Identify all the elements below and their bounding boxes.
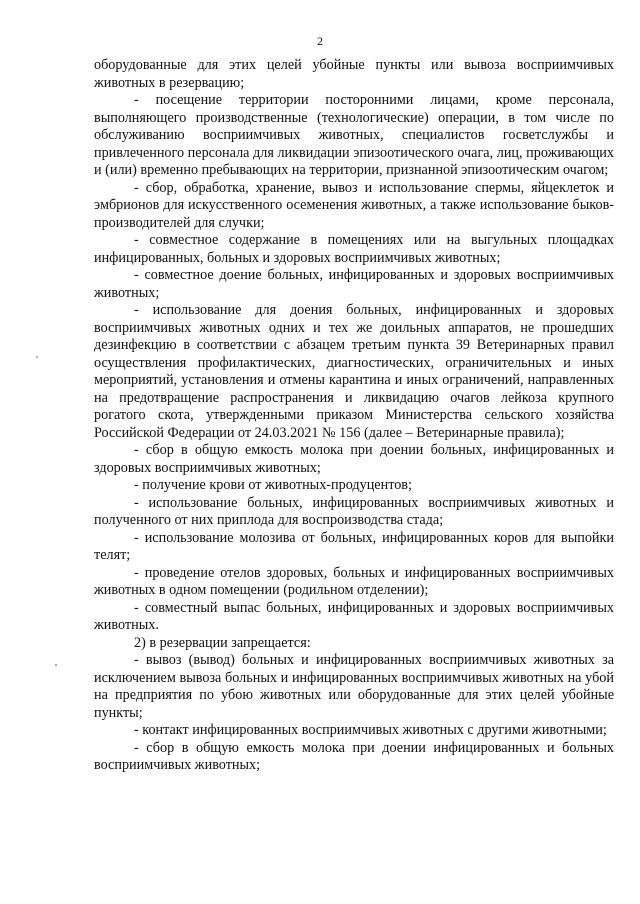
list-item: - сбор, обработка, хранение, вывоз и использование спермы, яйцеклеток и эмбрионов для искусственного осеменения животных, а также использование быков-производителей для случки; xyxy=(94,179,614,231)
page-number: 2 xyxy=(317,34,323,48)
section-heading: 2) в резервации запрещается: xyxy=(134,634,311,651)
list-item: - вывоз (вывод) больных и инфицированных восприимчивых животных за исключением вывоза больных и инфицированных восприимчивых животных на убой на предприятия по убою животных или оборудованные для этих целей убойные пункты; xyxy=(94,652,614,721)
list-item: - совместное содержание в помещениях или на выгульных площадках инфицированных, больных и здоровых восприимчивых животных; xyxy=(94,232,614,266)
list-item: - сбор в общую емкость молока при доении инфицированных и больных восприимчивых животных; xyxy=(94,739,614,773)
document-body xyxy=(94,57,614,775)
list-item: - использование больных, инфицированных восприимчивых животных и полученного от них приплода для воспроизводства стада; xyxy=(94,494,614,528)
list-item: - проведение отелов здоровых, больных и инфицированных восприимчивых животных в одном помещении (родильном отделении); xyxy=(94,564,614,598)
list-item: - посещение территории посторонними лицами, кроме персонала, выполняющего производственные (технологические) операции, в том числе по обслуживанию восприимчивых животных, специалистов госветслужбы и привлеченного персонала для ликвидации эпизоотического очага, лиц, проживающих и (или) временно пребывающих на территории, признанной эпизоотическим очагом; xyxy=(94,92,614,178)
list-item: - получение крови от животных-продуцентов; xyxy=(134,477,412,493)
list-item: - совместное доение больных, инфицированных и здоровых восприимчивых животных; xyxy=(94,267,614,301)
scan-speck xyxy=(55,664,57,666)
list-item: - сбор в общую емкость молока при доении больных, инфицированных и здоровых восприимчивых животных; xyxy=(94,442,614,476)
list-item: - использование молозива от больных, инфицированных коров для выпойки телят; xyxy=(94,529,614,563)
list-item: - контакт инфицированных восприимчивых животных с другими животными; xyxy=(134,722,607,738)
paragraph: оборудованные для этих целей убойные пункты или вывоза восприимчивых животных в резервацию; xyxy=(94,57,614,91)
scan-speck xyxy=(36,356,38,358)
list-item: - совместный выпас больных, инфицированных и здоровых восприимчивых животных. xyxy=(94,599,614,633)
list-item: - использование для доения больных, инфицированных и здоровых восприимчивых животных одних и тех же доильных аппаратов, не прошедших дезинфекцию в соответствии с абзацем третьим пункта 39 Ветеринарных правил осуществления профилактических, диагностических, ограничительных и иных мероприятий, установления и отмены карантина и иных ограничений, направленных на предотвращение распространения и ликвидацию очагов лейкоза крупного рогатого скота, утвержденными приказом Министерства сельского хозяйства Российской Федерации от 24.03.2021 № 156 (далее – Ветеринарные правила); xyxy=(94,302,614,441)
